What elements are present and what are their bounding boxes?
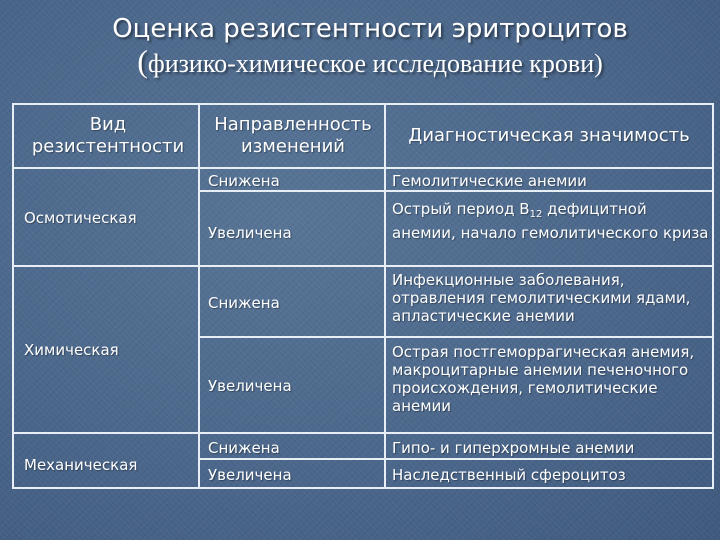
slide-title	[40, 12, 700, 79]
header-divider	[14, 167, 712, 169]
header-direction: Направленность изменений	[214, 114, 372, 157]
osm-down-significance: Гемолитические анемии	[392, 172, 587, 190]
osm-down-direction: Снижена	[208, 172, 280, 190]
resistance-table	[12, 103, 714, 489]
group-divider-osm-chem	[14, 265, 712, 267]
osm-up-sig-pre: Острый период B	[392, 200, 530, 218]
mech-down-direction: Снижена	[208, 439, 280, 457]
chem-down-direction: Снижена	[208, 294, 280, 312]
row-divider-chem	[200, 336, 712, 338]
title-line-1: Оценка резистентности эритроцитов	[112, 14, 628, 44]
group-chemical: Химическая	[24, 341, 119, 359]
header-type: Вид резистентности	[31, 114, 185, 157]
mech-down-significance: Гипо- и гиперхромные анемии	[392, 439, 635, 457]
group-mechanical: Механическая	[24, 456, 138, 474]
row-divider-mech	[200, 458, 712, 460]
chem-up-significance: Острая постгеморрагическая анемия, макроцитарные анемии печеночного происхождения, гемолитические анемии	[392, 343, 695, 415]
header-significance: Диагностическая значимость	[408, 125, 690, 146]
group-osmotic: Осмотическая	[24, 209, 137, 227]
osm-up-direction: Увеличена	[208, 224, 292, 242]
mech-up-significance: Наследственный сфероцитоз	[392, 466, 626, 484]
osm-up-significance	[392, 200, 710, 242]
row-divider-osm	[200, 190, 712, 192]
osm-up-sig-post: дефицитной анемии, начало гемолитического криза	[392, 200, 709, 242]
column-divider-1	[198, 105, 200, 487]
group-divider-chem-mech	[14, 432, 712, 434]
mech-up-direction: Увеличена	[208, 466, 292, 484]
title-line-2-text: физико-химическое исследование крови)	[147, 49, 603, 78]
title-open-paren: (	[137, 43, 148, 79]
chem-down-significance: Инфекционные заболевания, отравления гемолитическими ядами, апластические анемии	[392, 271, 691, 325]
column-divider-2	[384, 105, 386, 487]
title-line-2	[40, 43, 700, 79]
osm-up-sig-sub: 12	[529, 209, 543, 220]
chem-up-direction: Увеличена	[208, 377, 292, 395]
